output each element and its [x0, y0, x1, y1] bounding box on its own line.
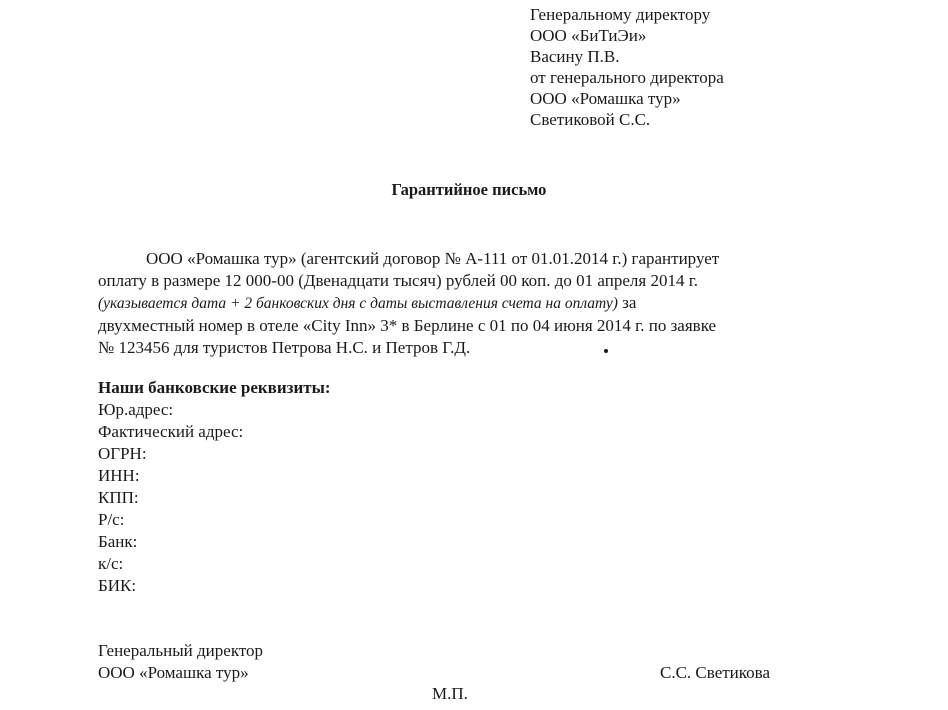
letter-title: Гарантийное письмо [391, 180, 547, 199]
body-line: оплату в размере 12 000-00 (Двенадцати тысяч) рублей 00 коп. до 01 апреля 2014 г. [98, 271, 698, 290]
body-line: ООО «Ромашка тур» (агентский договор № А-111 от 01.01.2014 г.) гарантирует [146, 249, 720, 268]
body-line-tail: за [617, 293, 637, 312]
addressee-line: Генеральному директору [530, 5, 711, 24]
bank-field-corr-account: к/с: [98, 554, 124, 573]
addressee-line: ООО «БиТиЭи» [530, 26, 647, 45]
body-line: № 123456 для туристов Петрова Н.С. и Петров Г.Д. [98, 338, 471, 357]
bank-field-inn: ИНН: [98, 466, 140, 485]
bank-field-actual-address: Фактический адрес: [98, 422, 244, 441]
body-line-with-note [98, 292, 818, 315]
bank-details-heading: Наши банковские реквизиты: [98, 378, 331, 397]
bank-field-bik: БИК: [98, 576, 137, 595]
bank-field-legal-address: Юр.адрес: [98, 400, 174, 419]
bank-field-ogrn: ОГРН: [98, 444, 147, 463]
signatory-name: С.С. Светикова [660, 663, 771, 682]
date-note: (указывается дата + 2 банковских дня с даты выставления счета на оплату) [98, 295, 618, 312]
signatory-block [98, 640, 263, 684]
bank-field-bank: Банк: [98, 532, 138, 551]
bank-field-kpp: КПП: [98, 488, 139, 507]
addressee-line: от генерального директора [530, 68, 724, 87]
body-line: двухместный номер в отеле «City Inn» 3* в Берлине с 01 по 04 июня 2014 г. по заявке [98, 316, 717, 335]
addressee-line: Светиковой С.С. [530, 110, 651, 129]
addressee-line: ООО «Ромашка тур» [530, 89, 681, 108]
bank-details [98, 377, 331, 597]
letter-title-row [0, 180, 948, 200]
stray-dot [604, 349, 608, 353]
signatory-company: ООО «Ромашка тур» [98, 663, 249, 682]
stamp-place: М.П. [432, 684, 468, 703]
addressee-block [530, 4, 724, 130]
letter-body [98, 248, 818, 359]
bank-field-account: Р/с: [98, 510, 125, 529]
signatory-position: Генеральный директор [98, 641, 264, 660]
addressee-line: Васину П.В. [530, 47, 620, 66]
